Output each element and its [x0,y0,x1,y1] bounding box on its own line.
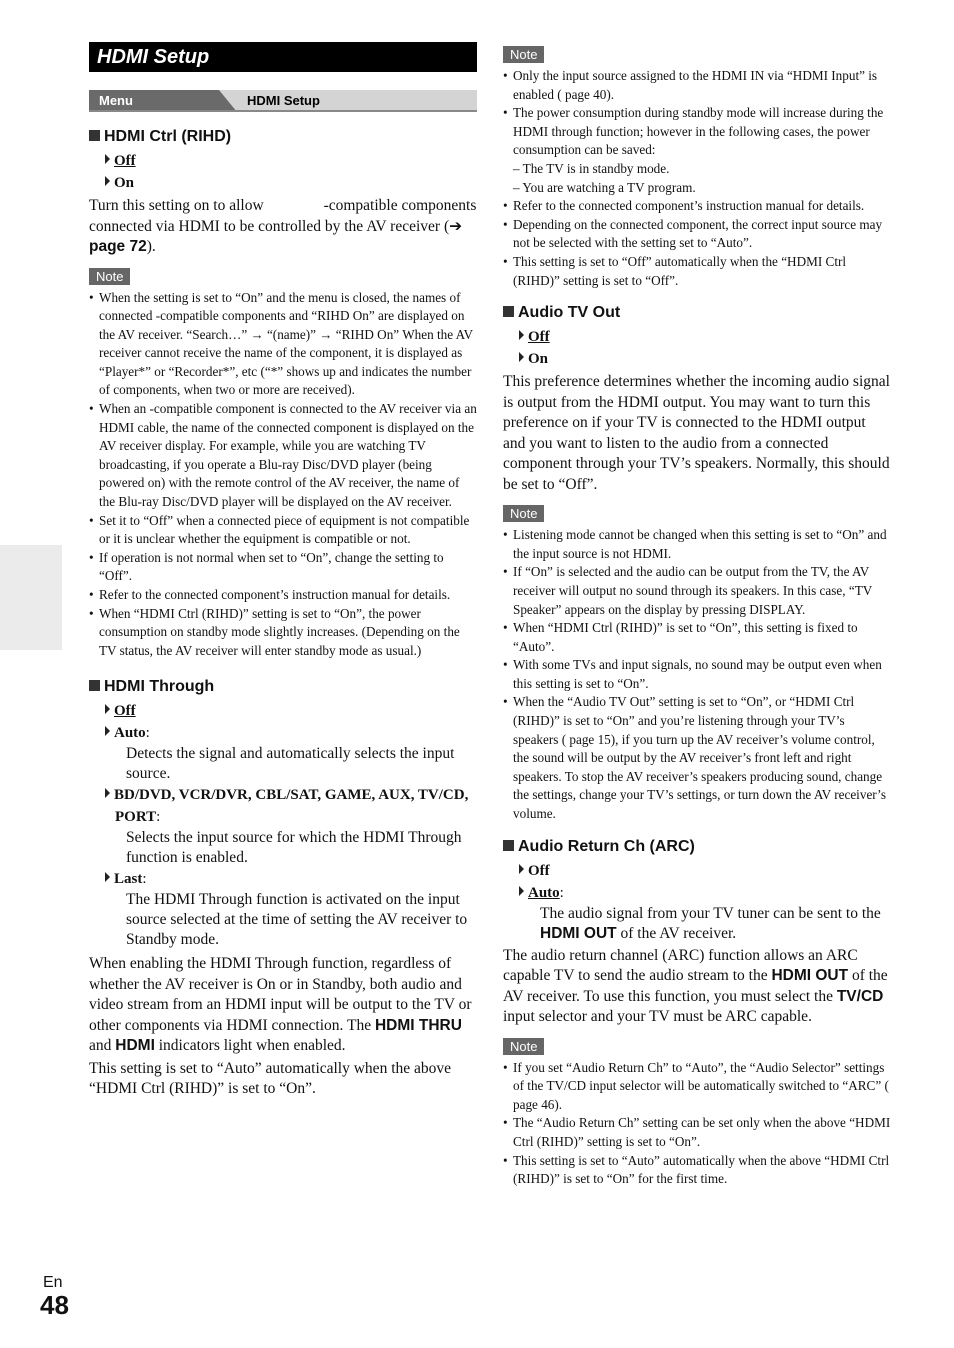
note-item: • When the “Audio TV Out” setting is set to “On”, or “HDMI Ctrl (RIHD)” is set to “On” and you’re listening through your TV’s speakers ( page 15), if you turn up the AV receiver’s volume control, the sound will be output by the AV receiver’s front left and right speakers. To stop the AV receiver’s speakers producing sound, change the settings, change your TV’s settings, or turn down the AV receiver’s volume. [503,693,891,823]
note-item: • Only the input source assigned to the HDMI IN via “HDMI Input” is enabled ( page 40). [503,67,891,104]
option-sources: BD/DVD, VCR/DVR, CBL/SAT, GAME, AUX, TV/CD, PORT: [105,784,477,828]
section-hdmi-ctrl: HDMI Ctrl (RIHD) [89,128,477,146]
note-sub-item: – The TV is in standby mode. [513,160,670,176]
page-number [40,1274,69,1321]
note-badge: Note [503,505,544,522]
page-number-value: 48 [40,1290,69,1320]
hdmi-ctrl-notes [89,289,477,661]
note-item: • The “Audio Return Ch” setting can be set only when the above “HDMI Ctrl (RIHD)” setting is set to “On”. [503,1114,891,1151]
option-auto: Auto: [105,722,477,744]
section-arc: Audio Return Ch (ARC) [503,838,891,856]
option-auto: Auto: [519,882,891,904]
option-on: On [519,348,891,370]
note-item: • When the setting is set to “On” and the menu is closed, the names of connected -compatible components and “RIHD On” are displayed on the AV receiver. “Search…” → “(name)” → “RIHD On” When the AV receiver cannot receive the name of the component, it is displayed as “Player*” or “Recorder*”, etc (“*” shows up and indicates the number of components, when two or more are received). [89,289,477,401]
breadcrumb-item: HDMI Setup [247,93,320,108]
triangle-icon [105,788,110,798]
section-audio-tv-out: Audio TV Out [503,304,891,322]
triangle-icon [105,726,110,736]
auto-description: Detects the signal and automatically selects the input source. [126,745,455,783]
option-on: On [105,172,477,194]
triangle-icon [105,154,110,164]
left-column [89,42,477,1102]
section-square-icon [89,130,100,141]
section-hdmi-through: HDMI Through [89,678,477,696]
note-item: • With some TVs and input signals, no sound may be output even when this setting is set to “On”. [503,656,891,693]
note-item: • This setting is set to “Auto” automatically when the above “HDMI Ctrl (RIHD)” is set to “On” for the first time. [503,1152,891,1189]
note-item: • When “HDMI Ctrl (RIHD)” setting is set to “On”, the power consumption on standby mode slightly increases. (Depending on the TV status, the AV receiver will enter standby mode as usual.) [89,605,477,661]
note-item: • When an -compatible component is connected to the AV receiver via an HDMI cable, the name of the connected component is displayed on the AV receiver display. For example, while you are watching TV broadcasting, if you operate a Blu-ray Disc/DVD player (being powered on) with the remote control of the AV receiver, the name of the Blu-ray Disc/DVD player will be displayed on the AV receiver. [89,400,477,512]
option-off: Off [105,150,477,172]
page-title: HDMI Setup [89,42,477,72]
note-item: • When “HDMI Ctrl (RIHD)” is set to “On”, this setting is fixed to “Auto”. [503,619,891,656]
note-sub-item: – You are watching a TV program. [513,179,696,195]
note-item: • Depending on the connected component, the correct input source may not be selected with the setting set to “Auto”. [503,216,891,253]
arc-notes [503,1059,891,1189]
triangle-icon [105,872,110,882]
sources-description: Selects the input source for which the HDMI Through function is enabled. [126,829,462,867]
note-item: • If “On” is selected and the audio can be output from the TV, the AV receiver will output no sound through its speakers. In this case, “TV Speaker” appears on the display by pressing DISPLAY. [503,563,891,619]
note-item: • Refer to the connected component’s instruction manual for details. [89,586,477,605]
section-square-icon [89,680,100,691]
option-off: Off [519,860,891,882]
triangle-icon [105,704,110,714]
side-tab [0,545,62,650]
hdmi-through-description: When enabling the HDMI Through function, regardless of whether the AV receiver is On or in Standby, both audio and video stream from an HDMI input will be output to the TV or other components via HDMI connection. The HDMI THRU and HDMI indicators light when enabled. [89,955,472,1055]
language-label: En [43,1274,63,1291]
breadcrumb-menu: Menu [99,93,133,108]
last-description: The HDMI Through function is activated on the input source selected at the time of setting the AV receiver to Standby mode. [126,891,468,949]
arc-auto-description: The audio signal from your TV tuner can be sent to the HDMI OUT of the AV receiver. [540,904,881,942]
note-item: • Listening mode cannot be changed when this setting is set to “On” and the input source is not HDMI. [503,526,891,563]
triangle-icon [105,176,110,186]
section-square-icon [503,306,514,317]
triangle-icon [519,352,524,362]
right-column [503,46,891,1189]
note-item: • Set it to “Off” when a connected piece of equipment is not compatible or it is unclear whether the equipment is compatible or not. [89,512,477,549]
triangle-icon [519,330,524,340]
hdmi-through-auto-note: This setting is set to “Auto” automatically when the above “HDMI Ctrl (RIHD)” is set to “On”. [89,1059,452,1098]
note-badge: Note [503,1038,544,1055]
menu-breadcrumb [89,90,477,112]
hdmi-ctrl-description: Turn this setting on to allow -compatible components connected via HDMI to be controlled by the AV receiver (➔ page 72). [89,197,477,255]
note-item: • The power consumption during standby mode will increase during the HDMI through function; however in the following cases, the power consumption can be saved: [503,104,891,160]
section-square-icon [503,840,514,851]
note-item: • If operation is not normal when set to “On”, change the setting to “Off”. [89,549,477,586]
note-item: • Refer to the connected component’s instruction manual for details. [503,197,891,216]
audio-tv-out-notes [503,526,891,824]
note-item: • If you set “Audio Return Ch” to “Auto”, the “Audio Selector” settings of the TV/CD input selector will be automatically switched to “ARC” ( page 46). [503,1059,891,1115]
arc-description: The audio return channel (ARC) function allows an ARC capable TV to send the audio stream to the HDMI OUT of the AV receiver. To use this function, you must select the TV/CD input selector and your TV must be ARC capable. [503,946,888,1026]
note-badge: Note [89,268,130,285]
triangle-icon [519,864,524,874]
audio-tv-out-description: This preference determines whether the incoming audio signal is output from the HDMI output. You may want to turn this preference on if your TV is connected to the HDMI output and you want to listen to the audio from a connected component through your TV’s speakers. Normally, this should be set to “Off”. [503,373,890,493]
option-off: Off [105,700,477,722]
hdmi-through-notes [503,67,891,290]
note-badge: Note [503,46,544,63]
triangle-icon [519,886,524,896]
option-off: Off [519,326,891,348]
option-last: Last: [105,868,477,890]
note-item: • This setting is set to “Off” automatically when the “HDMI Ctrl (RIHD)” setting is set to “Off”. [503,253,891,290]
